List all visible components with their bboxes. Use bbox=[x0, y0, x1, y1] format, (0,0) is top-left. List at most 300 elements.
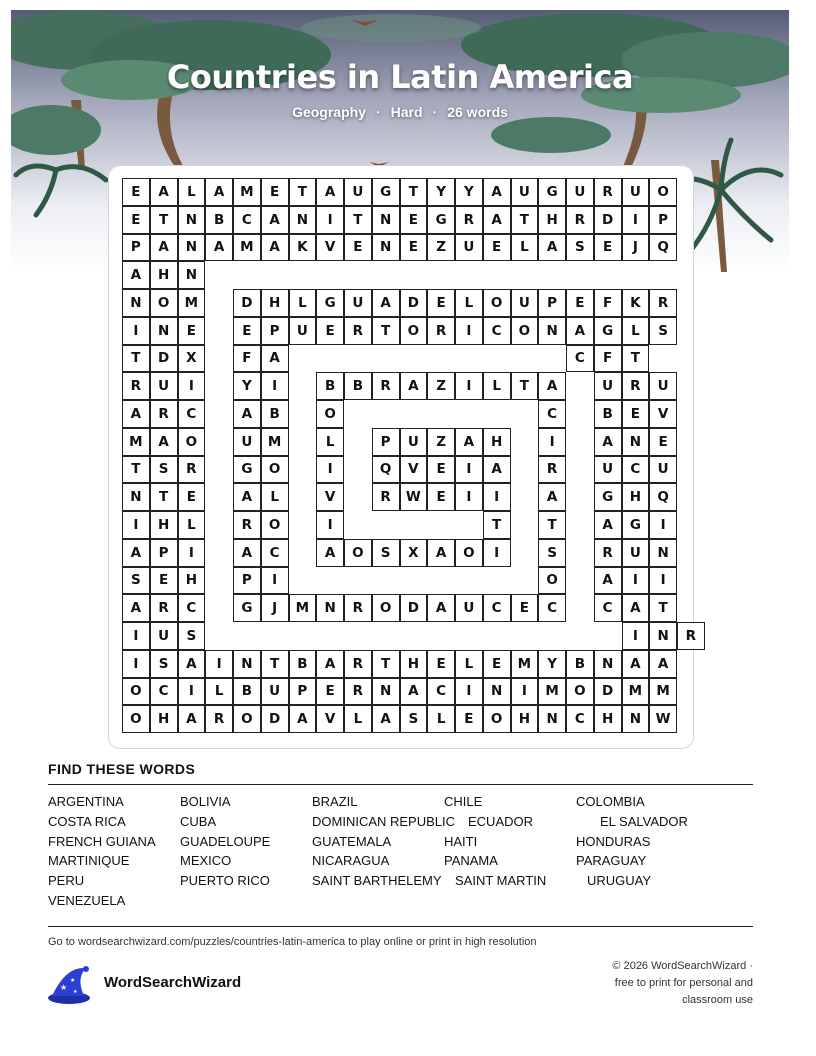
grid-cell[interactable]: J bbox=[622, 234, 650, 262]
grid-cell[interactable]: T bbox=[511, 206, 539, 234]
grid-cell[interactable]: T bbox=[372, 317, 400, 345]
grid-cell[interactable]: C bbox=[566, 345, 594, 373]
grid-cell[interactable]: E bbox=[483, 234, 511, 262]
grid-cell[interactable]: U bbox=[344, 178, 372, 206]
grid-cell[interactable]: A bbox=[538, 234, 566, 262]
grid-cell[interactable]: C bbox=[483, 317, 511, 345]
grid-cell[interactable]: A bbox=[622, 650, 650, 678]
grid-cell[interactable]: N bbox=[233, 650, 261, 678]
grid-cell[interactable]: B bbox=[205, 206, 233, 234]
grid-cell[interactable]: O bbox=[122, 678, 150, 706]
grid-cell[interactable]: G bbox=[316, 289, 344, 317]
grid-cell[interactable]: B bbox=[233, 678, 261, 706]
grid-cell[interactable]: C bbox=[538, 594, 566, 622]
grid-cell[interactable]: E bbox=[344, 234, 372, 262]
grid-cell[interactable]: U bbox=[594, 456, 622, 484]
grid-cell[interactable]: N bbox=[372, 234, 400, 262]
grid-cell[interactable]: I bbox=[483, 483, 511, 511]
grid-cell[interactable]: P bbox=[150, 539, 178, 567]
grid-cell[interactable]: E bbox=[566, 289, 594, 317]
grid-cell[interactable]: I bbox=[316, 206, 344, 234]
grid-cell[interactable]: A bbox=[622, 594, 650, 622]
grid-cell[interactable]: D bbox=[400, 289, 428, 317]
grid-cell[interactable]: I bbox=[122, 317, 150, 345]
grid-cell[interactable]: E bbox=[316, 678, 344, 706]
grid-cell[interactable]: C bbox=[427, 678, 455, 706]
grid-cell[interactable]: A bbox=[649, 650, 677, 678]
grid-cell[interactable]: P bbox=[372, 428, 400, 456]
grid-cell[interactable]: E bbox=[122, 206, 150, 234]
grid-cell[interactable]: H bbox=[261, 289, 289, 317]
grid-cell[interactable]: I bbox=[649, 567, 677, 595]
grid-cell[interactable]: U bbox=[566, 178, 594, 206]
grid-cell[interactable]: I bbox=[205, 650, 233, 678]
grid-cell[interactable]: A bbox=[261, 345, 289, 373]
grid-cell[interactable]: R bbox=[649, 289, 677, 317]
grid-cell[interactable]: R bbox=[594, 178, 622, 206]
grid-cell[interactable]: U bbox=[455, 594, 483, 622]
grid-cell[interactable]: E bbox=[622, 400, 650, 428]
grid-cell[interactable]: M bbox=[233, 234, 261, 262]
grid-cell[interactable]: M bbox=[289, 594, 317, 622]
grid-cell[interactable]: A bbox=[372, 705, 400, 733]
grid-cell[interactable]: R bbox=[455, 206, 483, 234]
grid-cell[interactable]: P bbox=[289, 678, 317, 706]
grid-cell[interactable]: E bbox=[427, 650, 455, 678]
grid-cell[interactable]: A bbox=[427, 539, 455, 567]
grid-cell[interactable]: H bbox=[483, 428, 511, 456]
grid-cell[interactable]: A bbox=[316, 539, 344, 567]
grid-cell[interactable]: A bbox=[261, 206, 289, 234]
grid-cell[interactable]: A bbox=[483, 456, 511, 484]
grid-cell[interactable]: L bbox=[344, 705, 372, 733]
grid-cell[interactable]: G bbox=[594, 483, 622, 511]
grid-cell[interactable]: O bbox=[649, 178, 677, 206]
grid-cell[interactable]: I bbox=[178, 678, 206, 706]
grid-cell[interactable]: G bbox=[233, 456, 261, 484]
grid-cell[interactable]: L bbox=[455, 289, 483, 317]
grid-cell[interactable]: N bbox=[289, 206, 317, 234]
grid-cell[interactable]: H bbox=[150, 261, 178, 289]
grid-cell[interactable]: C bbox=[538, 400, 566, 428]
grid-cell[interactable]: L bbox=[427, 705, 455, 733]
grid-cell[interactable]: V bbox=[649, 400, 677, 428]
grid-cell[interactable]: O bbox=[483, 289, 511, 317]
grid-cell[interactable]: I bbox=[316, 456, 344, 484]
grid-cell[interactable]: L bbox=[455, 650, 483, 678]
grid-cell[interactable]: T bbox=[649, 594, 677, 622]
grid-cell[interactable]: D bbox=[594, 206, 622, 234]
grid-cell[interactable]: D bbox=[261, 705, 289, 733]
grid-cell[interactable]: N bbox=[538, 705, 566, 733]
grid-cell[interactable]: O bbox=[344, 539, 372, 567]
grid-cell[interactable]: N bbox=[372, 678, 400, 706]
grid-cell[interactable]: O bbox=[150, 289, 178, 317]
grid-cell[interactable]: I bbox=[622, 567, 650, 595]
grid-cell[interactable]: C bbox=[178, 594, 206, 622]
grid-cell[interactable]: P bbox=[649, 206, 677, 234]
grid-cell[interactable]: U bbox=[400, 428, 428, 456]
grid-cell[interactable]: A bbox=[178, 650, 206, 678]
grid-cell[interactable]: T bbox=[344, 206, 372, 234]
grid-cell[interactable]: G bbox=[427, 206, 455, 234]
grid-cell[interactable]: A bbox=[427, 594, 455, 622]
grid-cell[interactable]: S bbox=[178, 622, 206, 650]
grid-cell[interactable]: H bbox=[594, 705, 622, 733]
grid-cell[interactable]: V bbox=[316, 234, 344, 262]
grid-cell[interactable]: U bbox=[622, 178, 650, 206]
grid-cell[interactable]: A bbox=[233, 539, 261, 567]
grid-cell[interactable]: L bbox=[622, 317, 650, 345]
grid-cell[interactable]: M bbox=[538, 678, 566, 706]
grid-cell[interactable]: C bbox=[261, 539, 289, 567]
grid-cell[interactable]: D bbox=[233, 289, 261, 317]
grid-cell[interactable]: W bbox=[400, 483, 428, 511]
grid-cell[interactable]: E bbox=[427, 289, 455, 317]
grid-cell[interactable]: U bbox=[150, 372, 178, 400]
grid-cell[interactable]: F bbox=[594, 289, 622, 317]
grid-cell[interactable]: S bbox=[538, 539, 566, 567]
grid-cell[interactable]: R bbox=[205, 705, 233, 733]
grid-cell[interactable]: I bbox=[261, 372, 289, 400]
grid-cell[interactable]: C bbox=[233, 206, 261, 234]
grid-cell[interactable]: U bbox=[594, 372, 622, 400]
grid-cell[interactable]: T bbox=[622, 345, 650, 373]
grid-cell[interactable]: N bbox=[122, 289, 150, 317]
grid-cell[interactable]: I bbox=[122, 511, 150, 539]
grid-cell[interactable]: A bbox=[150, 234, 178, 262]
grid-cell[interactable]: V bbox=[316, 705, 344, 733]
grid-cell[interactable]: G bbox=[233, 594, 261, 622]
grid-cell[interactable]: T bbox=[511, 372, 539, 400]
grid-cell[interactable]: U bbox=[261, 678, 289, 706]
grid-cell[interactable]: T bbox=[400, 178, 428, 206]
grid-cell[interactable]: X bbox=[178, 345, 206, 373]
grid-cell[interactable]: S bbox=[150, 650, 178, 678]
grid-cell[interactable]: E bbox=[261, 178, 289, 206]
grid-cell[interactable]: B bbox=[261, 400, 289, 428]
grid-cell[interactable]: T bbox=[289, 178, 317, 206]
grid-cell[interactable]: P bbox=[261, 317, 289, 345]
grid-cell[interactable]: T bbox=[538, 511, 566, 539]
grid-cell[interactable]: S bbox=[649, 317, 677, 345]
grid-cell[interactable]: E bbox=[233, 317, 261, 345]
grid-cell[interactable]: I bbox=[455, 317, 483, 345]
grid-cell[interactable]: A bbox=[178, 705, 206, 733]
grid-cell[interactable]: A bbox=[289, 705, 317, 733]
grid-cell[interactable]: E bbox=[400, 234, 428, 262]
grid-cell[interactable]: L bbox=[178, 178, 206, 206]
grid-cell[interactable]: A bbox=[538, 483, 566, 511]
grid-cell[interactable]: G bbox=[372, 178, 400, 206]
grid-cell[interactable]: T bbox=[483, 511, 511, 539]
grid-cell[interactable]: A bbox=[233, 483, 261, 511]
grid-cell[interactable]: F bbox=[233, 345, 261, 373]
grid-cell[interactable]: E bbox=[150, 567, 178, 595]
grid-cell[interactable]: R bbox=[622, 372, 650, 400]
grid-cell[interactable]: M bbox=[178, 289, 206, 317]
grid-cell[interactable]: O bbox=[233, 705, 261, 733]
grid-cell[interactable]: I bbox=[455, 372, 483, 400]
grid-cell[interactable]: R bbox=[122, 372, 150, 400]
grid-cell[interactable]: T bbox=[372, 650, 400, 678]
grid-cell[interactable]: R bbox=[372, 483, 400, 511]
grid-cell[interactable]: R bbox=[344, 317, 372, 345]
grid-cell[interactable]: A bbox=[122, 400, 150, 428]
grid-cell[interactable]: N bbox=[594, 650, 622, 678]
grid-cell[interactable]: R bbox=[677, 622, 705, 650]
grid-cell[interactable]: Y bbox=[427, 178, 455, 206]
grid-cell[interactable]: E bbox=[427, 483, 455, 511]
grid-cell[interactable]: A bbox=[400, 678, 428, 706]
grid-cell[interactable]: N bbox=[649, 622, 677, 650]
grid-cell[interactable]: A bbox=[122, 594, 150, 622]
grid-cell[interactable]: S bbox=[122, 567, 150, 595]
grid-cell[interactable]: H bbox=[150, 705, 178, 733]
grid-cell[interactable]: U bbox=[344, 289, 372, 317]
grid-cell[interactable]: E bbox=[511, 594, 539, 622]
grid-cell[interactable]: N bbox=[622, 428, 650, 456]
grid-cell[interactable]: G bbox=[538, 178, 566, 206]
grid-cell[interactable]: N bbox=[372, 206, 400, 234]
grid-cell[interactable]: A bbox=[205, 178, 233, 206]
grid-cell[interactable]: I bbox=[178, 372, 206, 400]
grid-cell[interactable]: A bbox=[316, 650, 344, 678]
grid-cell[interactable]: A bbox=[455, 428, 483, 456]
grid-cell[interactable]: U bbox=[511, 289, 539, 317]
grid-cell[interactable]: U bbox=[649, 456, 677, 484]
grid-cell[interactable]: B bbox=[594, 400, 622, 428]
grid-cell[interactable]: O bbox=[566, 678, 594, 706]
grid-cell[interactable]: A bbox=[150, 428, 178, 456]
grid-cell[interactable]: Y bbox=[233, 372, 261, 400]
grid-cell[interactable]: E bbox=[427, 456, 455, 484]
grid-cell[interactable]: R bbox=[427, 317, 455, 345]
grid-cell[interactable]: V bbox=[400, 456, 428, 484]
grid-cell[interactable]: P bbox=[233, 567, 261, 595]
grid-cell[interactable]: A bbox=[122, 539, 150, 567]
grid-cell[interactable]: O bbox=[122, 705, 150, 733]
grid-cell[interactable]: E bbox=[316, 317, 344, 345]
grid-cell[interactable]: H bbox=[150, 511, 178, 539]
grid-cell[interactable]: N bbox=[316, 594, 344, 622]
grid-cell[interactable]: E bbox=[649, 428, 677, 456]
grid-cell[interactable]: H bbox=[622, 483, 650, 511]
grid-cell[interactable]: E bbox=[594, 234, 622, 262]
grid-cell[interactable]: H bbox=[400, 650, 428, 678]
grid-cell[interactable]: A bbox=[483, 206, 511, 234]
grid-cell[interactable]: T bbox=[122, 456, 150, 484]
grid-cell[interactable]: A bbox=[205, 234, 233, 262]
grid-cell[interactable]: I bbox=[622, 206, 650, 234]
grid-cell[interactable]: N bbox=[178, 206, 206, 234]
grid-cell[interactable]: E bbox=[400, 206, 428, 234]
grid-cell[interactable]: A bbox=[594, 428, 622, 456]
grid-cell[interactable]: E bbox=[122, 178, 150, 206]
grid-cell[interactable]: R bbox=[344, 594, 372, 622]
grid-cell[interactable]: E bbox=[178, 317, 206, 345]
grid-cell[interactable]: U bbox=[622, 539, 650, 567]
grid-cell[interactable]: O bbox=[400, 317, 428, 345]
grid-cell[interactable]: I bbox=[649, 511, 677, 539]
grid-cell[interactable]: Y bbox=[538, 650, 566, 678]
grid-cell[interactable]: F bbox=[594, 345, 622, 373]
grid-cell[interactable]: I bbox=[261, 567, 289, 595]
grid-cell[interactable]: P bbox=[122, 234, 150, 262]
grid-cell[interactable]: D bbox=[150, 345, 178, 373]
grid-cell[interactable]: N bbox=[178, 261, 206, 289]
grid-cell[interactable]: I bbox=[455, 456, 483, 484]
grid-cell[interactable]: S bbox=[400, 705, 428, 733]
grid-cell[interactable]: N bbox=[178, 234, 206, 262]
grid-cell[interactable]: I bbox=[178, 539, 206, 567]
grid-cell[interactable]: R bbox=[178, 456, 206, 484]
grid-cell[interactable]: I bbox=[622, 622, 650, 650]
grid-cell[interactable]: N bbox=[649, 539, 677, 567]
grid-cell[interactable]: U bbox=[289, 317, 317, 345]
grid-cell[interactable]: L bbox=[316, 428, 344, 456]
grid-cell[interactable]: I bbox=[483, 539, 511, 567]
grid-cell[interactable]: C bbox=[178, 400, 206, 428]
grid-cell[interactable]: P bbox=[538, 289, 566, 317]
grid-cell[interactable]: O bbox=[372, 594, 400, 622]
grid-cell[interactable]: C bbox=[594, 594, 622, 622]
grid-cell[interactable]: A bbox=[594, 511, 622, 539]
grid-cell[interactable]: U bbox=[150, 622, 178, 650]
grid-cell[interactable]: G bbox=[622, 511, 650, 539]
grid-cell[interactable]: D bbox=[594, 678, 622, 706]
grid-cell[interactable]: L bbox=[261, 483, 289, 511]
grid-cell[interactable]: A bbox=[538, 372, 566, 400]
grid-cell[interactable]: D bbox=[400, 594, 428, 622]
grid-cell[interactable]: N bbox=[538, 317, 566, 345]
grid-cell[interactable]: Q bbox=[649, 483, 677, 511]
grid-cell[interactable]: O bbox=[483, 705, 511, 733]
grid-cell[interactable]: I bbox=[122, 622, 150, 650]
grid-cell[interactable]: E bbox=[455, 705, 483, 733]
grid-cell[interactable]: O bbox=[178, 428, 206, 456]
grid-cell[interactable]: Q bbox=[372, 456, 400, 484]
grid-cell[interactable]: A bbox=[261, 234, 289, 262]
grid-cell[interactable]: L bbox=[178, 511, 206, 539]
grid-cell[interactable]: M bbox=[122, 428, 150, 456]
grid-cell[interactable]: Y bbox=[455, 178, 483, 206]
grid-cell[interactable]: A bbox=[594, 567, 622, 595]
grid-cell[interactable]: L bbox=[289, 289, 317, 317]
grid-cell[interactable]: J bbox=[261, 594, 289, 622]
grid-cell[interactable]: O bbox=[455, 539, 483, 567]
grid-cell[interactable]: I bbox=[455, 483, 483, 511]
grid-cell[interactable]: U bbox=[511, 178, 539, 206]
grid-cell[interactable]: A bbox=[150, 178, 178, 206]
grid-cell[interactable]: T bbox=[261, 650, 289, 678]
grid-cell[interactable]: C bbox=[566, 705, 594, 733]
grid-cell[interactable]: U bbox=[455, 234, 483, 262]
grid-cell[interactable]: S bbox=[566, 234, 594, 262]
grid-cell[interactable]: R bbox=[538, 456, 566, 484]
grid-cell[interactable]: T bbox=[150, 483, 178, 511]
grid-cell[interactable]: H bbox=[538, 206, 566, 234]
grid-cell[interactable]: R bbox=[566, 206, 594, 234]
grid-cell[interactable]: Q bbox=[649, 234, 677, 262]
grid-cell[interactable]: Z bbox=[427, 234, 455, 262]
grid-cell[interactable]: C bbox=[622, 456, 650, 484]
grid-cell[interactable]: S bbox=[372, 539, 400, 567]
grid-cell[interactable]: M bbox=[511, 650, 539, 678]
grid-cell[interactable]: B bbox=[316, 372, 344, 400]
grid-cell[interactable]: B bbox=[344, 372, 372, 400]
grid-cell[interactable]: K bbox=[622, 289, 650, 317]
grid-cell[interactable]: X bbox=[400, 539, 428, 567]
grid-cell[interactable]: I bbox=[511, 678, 539, 706]
grid-cell[interactable]: B bbox=[289, 650, 317, 678]
grid-cell[interactable]: M bbox=[233, 178, 261, 206]
grid-cell[interactable]: L bbox=[205, 678, 233, 706]
grid-cell[interactable]: Z bbox=[427, 428, 455, 456]
grid-cell[interactable]: C bbox=[483, 594, 511, 622]
grid-cell[interactable]: K bbox=[289, 234, 317, 262]
grid-cell[interactable]: H bbox=[511, 705, 539, 733]
grid-cell[interactable]: R bbox=[150, 594, 178, 622]
grid-cell[interactable]: I bbox=[122, 650, 150, 678]
grid-cell[interactable]: R bbox=[372, 372, 400, 400]
grid-cell[interactable]: R bbox=[594, 539, 622, 567]
grid-cell[interactable]: R bbox=[150, 400, 178, 428]
grid-cell[interactable]: M bbox=[622, 678, 650, 706]
grid-cell[interactable]: O bbox=[316, 400, 344, 428]
grid-cell[interactable]: O bbox=[538, 567, 566, 595]
grid-cell[interactable]: S bbox=[150, 456, 178, 484]
grid-cell[interactable]: I bbox=[316, 511, 344, 539]
grid-cell[interactable]: N bbox=[622, 705, 650, 733]
grid-cell[interactable]: A bbox=[122, 261, 150, 289]
grid-cell[interactable]: N bbox=[122, 483, 150, 511]
grid-cell[interactable]: V bbox=[316, 483, 344, 511]
grid-cell[interactable]: A bbox=[566, 317, 594, 345]
grid-cell[interactable]: Z bbox=[427, 372, 455, 400]
grid-cell[interactable]: O bbox=[261, 511, 289, 539]
grid-cell[interactable]: U bbox=[233, 428, 261, 456]
grid-cell[interactable]: I bbox=[455, 678, 483, 706]
grid-cell[interactable]: N bbox=[150, 317, 178, 345]
grid-cell[interactable]: A bbox=[372, 289, 400, 317]
grid-cell[interactable]: I bbox=[538, 428, 566, 456]
grid-cell[interactable]: R bbox=[233, 511, 261, 539]
grid-cell[interactable]: C bbox=[150, 678, 178, 706]
grid-cell[interactable]: L bbox=[511, 234, 539, 262]
grid-cell[interactable]: G bbox=[594, 317, 622, 345]
grid-cell[interactable]: R bbox=[344, 650, 372, 678]
grid-cell[interactable]: T bbox=[122, 345, 150, 373]
grid-cell[interactable]: R bbox=[344, 678, 372, 706]
grid-cell[interactable]: A bbox=[233, 400, 261, 428]
grid-cell[interactable]: M bbox=[261, 428, 289, 456]
grid-cell[interactable]: L bbox=[483, 372, 511, 400]
grid-cell[interactable]: U bbox=[649, 372, 677, 400]
grid-cell[interactable]: W bbox=[649, 705, 677, 733]
grid-cell[interactable]: N bbox=[483, 678, 511, 706]
grid-cell[interactable]: M bbox=[649, 678, 677, 706]
grid-cell[interactable]: H bbox=[178, 567, 206, 595]
grid-cell[interactable]: E bbox=[483, 650, 511, 678]
grid-cell[interactable]: B bbox=[566, 650, 594, 678]
grid-cell[interactable]: A bbox=[483, 178, 511, 206]
grid-cell[interactable]: A bbox=[400, 372, 428, 400]
grid-cell[interactable]: E bbox=[178, 483, 206, 511]
grid-cell[interactable]: O bbox=[261, 456, 289, 484]
grid-cell[interactable]: A bbox=[316, 178, 344, 206]
grid-cell[interactable]: O bbox=[511, 317, 539, 345]
